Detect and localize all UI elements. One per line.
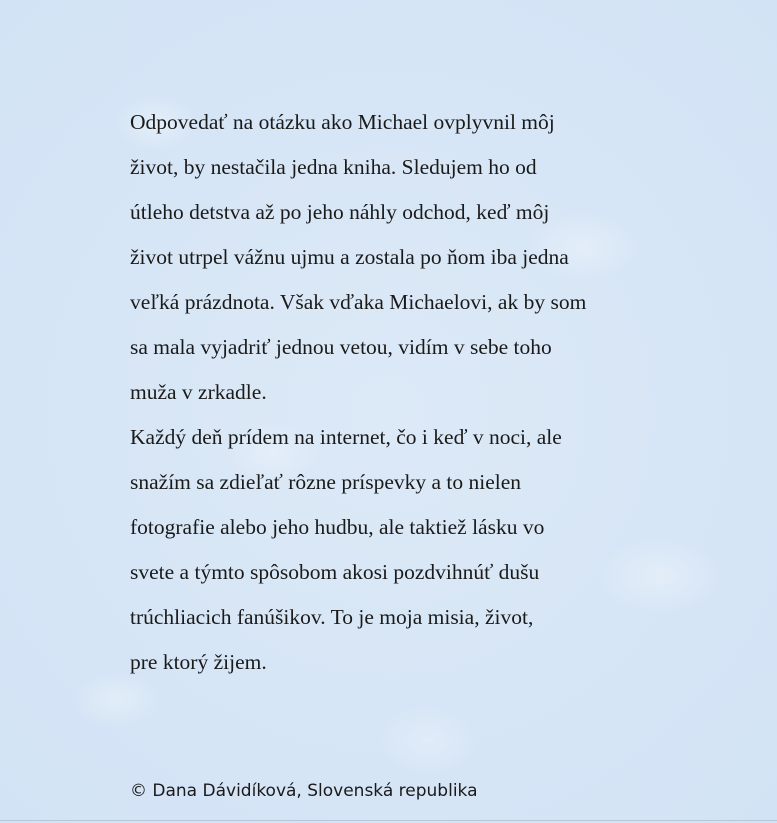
text-line: život, by nestačila jedna kniha. Sledujem ho od: [130, 155, 537, 179]
text-line: život utrpel vážnu ujmu a zostala po ňom iba jedna: [130, 245, 569, 269]
text-line: snažím sa zdieľať rôzne príspevky a to nielen: [130, 470, 522, 494]
text-line: Odpovedať na otázku ako Michael ovplyvnil môj: [130, 110, 555, 134]
text-line: fotografie alebo jeho hudbu, ale taktiež lásku vo: [130, 515, 545, 539]
text-line: pre ktorý žijem.: [130, 650, 267, 674]
text-line: svete a týmto spôsobom akosi pozdvihnúť dušu: [130, 560, 540, 584]
text-line: veľká prázdnota. Však vďaka Michaelovi, ak by som: [130, 290, 587, 314]
text-line: útleho detstva až po jeho náhly odchod, keď môj: [130, 200, 550, 224]
text-line: trúchliacich fanúšikov. To je moja misia, život,: [130, 605, 534, 629]
bottom-divider: [0, 820, 777, 821]
text-line: sa mala vyjadriť jednou vetou, vidím v sebe toho: [130, 335, 552, 359]
text-line: Každý deň prídem na internet, čo i keď v noci, ale: [130, 425, 562, 449]
text-line: muža v zrkadle.: [130, 380, 267, 404]
body-text: [130, 100, 730, 685]
author-credit: © Dana Dávidíková, Slovenská republika: [130, 781, 478, 801]
